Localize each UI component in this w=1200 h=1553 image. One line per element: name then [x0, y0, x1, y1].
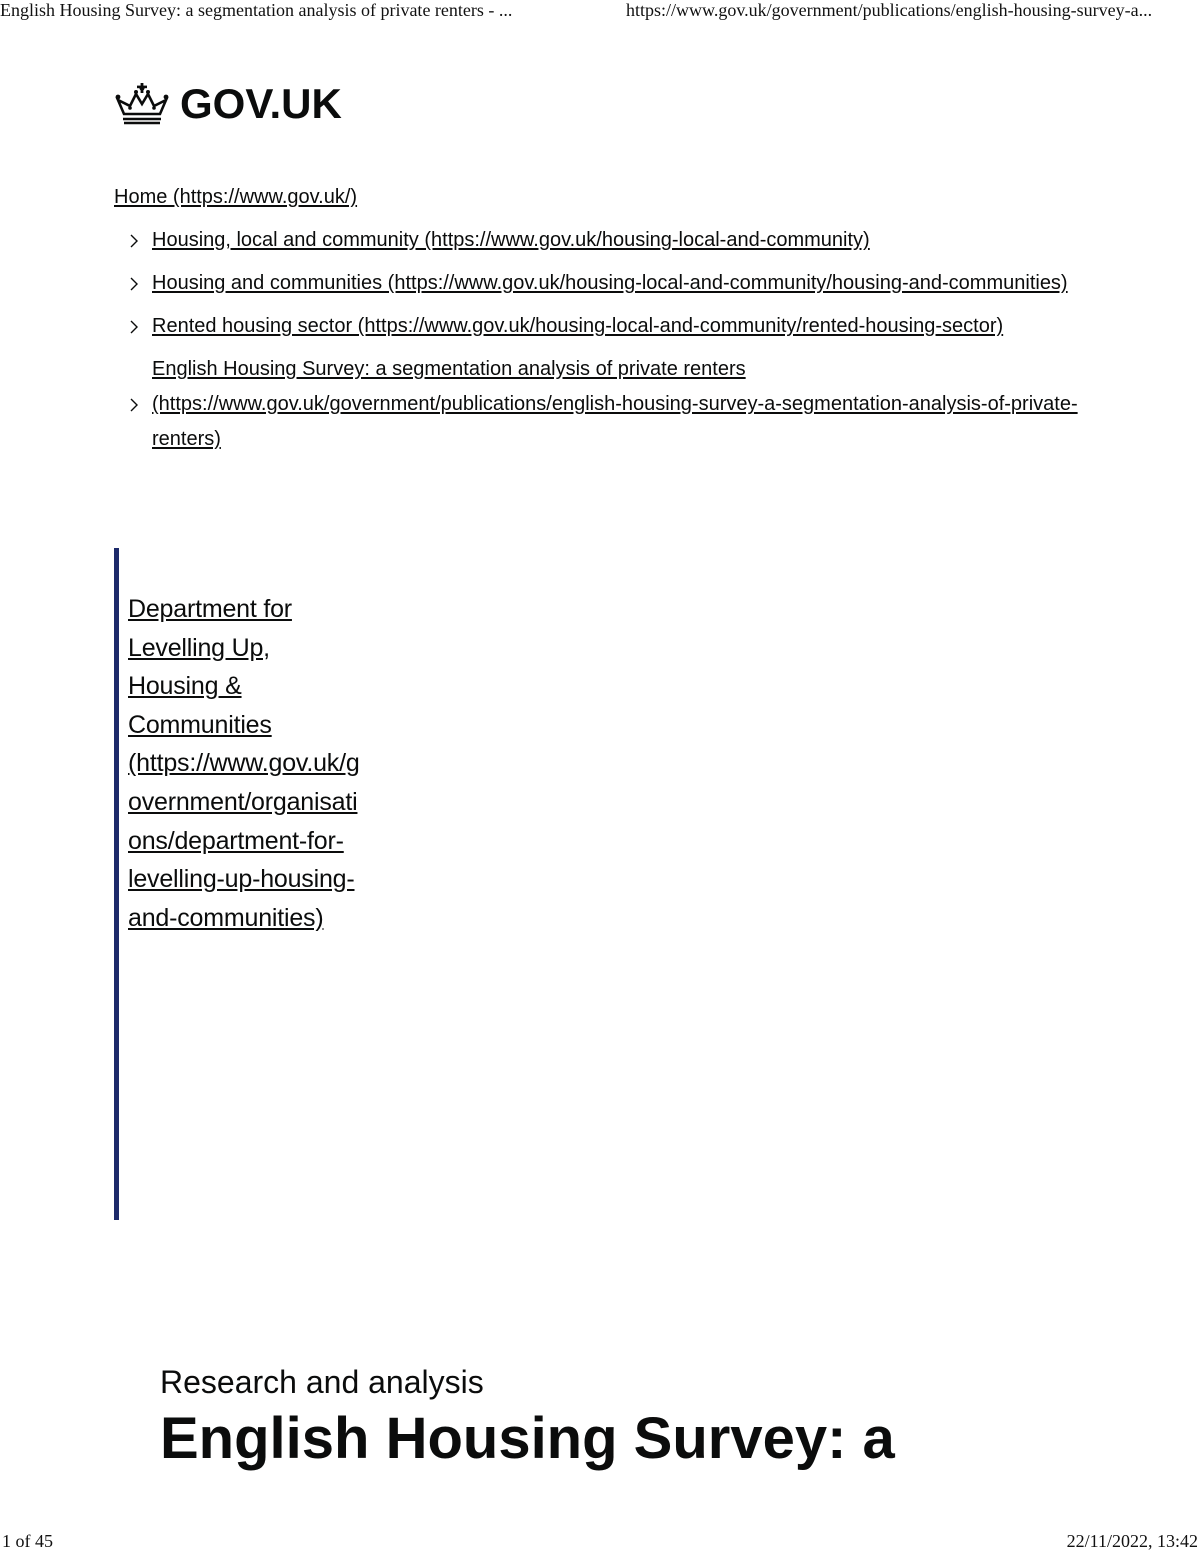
print-footer: [0, 1531, 1200, 1553]
chevron-right-icon: [126, 319, 142, 335]
chevron-right-icon: [126, 397, 142, 413]
organisation-logo: [114, 548, 369, 1220]
chevron-right-icon: [126, 233, 142, 249]
breadcrumb-link-rented-housing-sector[interactable]: Rented housing sector (https://www.gov.uk/housing-local-and-community/rented-housing-sector): [152, 315, 1004, 337]
breadcrumb-link-housing-communities[interactable]: Housing and communities (https://www.gov.uk/housing-local-and-community/housing-and-communities): [152, 272, 1068, 294]
print-datetime: 22/11/2022, 13:42: [1066, 1531, 1198, 1551]
breadcrumb-item: [114, 266, 1104, 301]
print-header-title: English Housing Survey: a segmentation analysis of private renters - ...: [0, 0, 513, 20]
breadcrumb-home-link[interactable]: Home (https://www.gov.uk/): [114, 186, 358, 208]
print-header-url: https://www.gov.uk/government/publications/english-housing-survey-a...: [626, 0, 1153, 20]
breadcrumb-link-housing-local-community[interactable]: Housing, local and community (https://www.gov.uk/housing-local-and-community): [152, 229, 870, 251]
crown-icon: [114, 82, 170, 126]
page-caption: Research and analysis: [160, 1364, 484, 1400]
chevron-right-icon: [126, 276, 142, 292]
organisation-link[interactable]: Department for Levelling Up, Housing & Communities (https://www.gov.uk/government/organisations/department-for-levelling-up-housing-and-communities): [128, 595, 360, 932]
logo-text: GOV.UK: [180, 80, 342, 127]
breadcrumb: [114, 180, 1104, 457]
breadcrumb-item: [114, 352, 1104, 457]
page-title: English Housing Survey: a: [160, 1406, 895, 1471]
breadcrumb-link-publication[interactable]: English Housing Survey: a segmentation analysis of private renters (https://www.gov.uk/government/publications/english-housing-survey-a-segmentation-analysis-of-private-renters): [152, 358, 1078, 450]
breadcrumb-item: [114, 309, 1104, 344]
govuk-logo[interactable]: [114, 80, 342, 128]
print-header: [0, 0, 1200, 22]
page-number: 1 of 45: [2, 1531, 53, 1551]
breadcrumb-item: [114, 223, 1104, 258]
